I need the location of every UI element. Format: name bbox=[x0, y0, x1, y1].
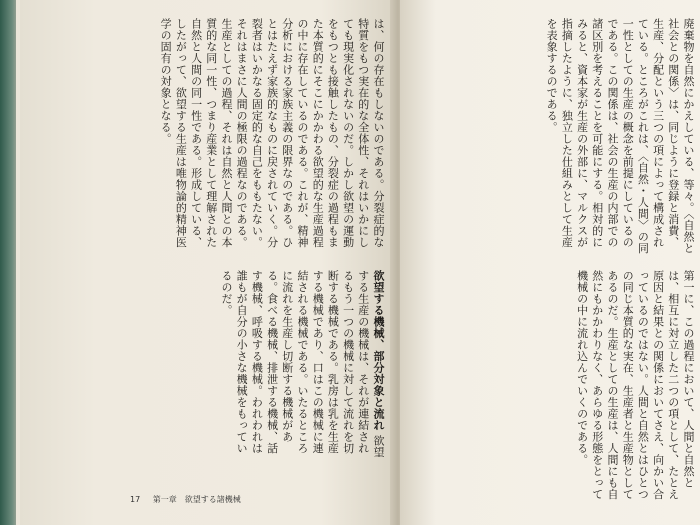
running-head: 第一章 欲望する諸機械 bbox=[152, 495, 241, 504]
left-upper-text: は、何の存在もしないのである。分裂症的な特質をもつ実在的な全体性、それはいかにしても現実化されないのだ。しかし欲望の運動をもつとも接触したもの、分裂症の過程もまた本質的にそこにかかわる欲望的な生産過程の中に存在しているのである。これが、精神分析における家族主義の限界なのである。ひとはたえず家族的なものに戻されていく。分裂者はいかなる固定的な自己をももたない。それはまさに人間の極限の過程なのである。生産としての過程、それは自然と人間との本質的な同一性、つまり産業として理解された自然と人間の同一性である。形成している、したがって、欲望する生産は唯物論的精神医学の固有の対象となる。 bbox=[159, 18, 385, 248]
left-lower-block bbox=[42, 270, 386, 460]
section-heading: 欲望する機械、部分対象と流れ bbox=[372, 270, 385, 431]
right-page bbox=[400, 0, 700, 525]
right-upper-text: 廃棄物を自然にかえしている、等々。〈自然と社会との関係〉は、同じように登録と消費、生産、分配という三つの項によって構成されている。ところがこれは、〈自然・人間〉の同一性としての生産の概念を前提にしているのである。この関係は、社会の生産の内部での諸区別を考えることを可能にする。相対的にみると、資本家が生産の外部に、マルクスが指摘したように、独立した仕組みとして生産を表象するのである。 bbox=[545, 18, 695, 254]
page-number: 17 bbox=[130, 495, 141, 504]
left-lower-text: 欲望する生産の機械は、それが連結されるもう一つの機械に対して流れを切断する機械である。乳房は乳を生産する機械であり、口はこの機械に連結される機械である。いたるところに流れを生産し切断する機械がある。食べる機械、排泄する機械、話す機械、呼吸する機械。われわれは誰もが自分の小さな機械をもっているのだ。 bbox=[219, 270, 385, 458]
left-page bbox=[20, 0, 396, 525]
open-book bbox=[16, 0, 700, 525]
right-lower-text: 第一に、この過程において、人間と自然とは、相互に対立した二つの項として、たとえ原因と結果との関係においてさえ、向かい合っているのではない。人間と自然とはひとつの同じ本質的な実在、生産者と生産物としてあるのだ。生産としての生産は、人間にも自然にもかかわりなく、あらゆる形態をとって機械の中に流れ込んでいくのである。 bbox=[575, 270, 695, 500]
page-footer bbox=[130, 494, 241, 505]
